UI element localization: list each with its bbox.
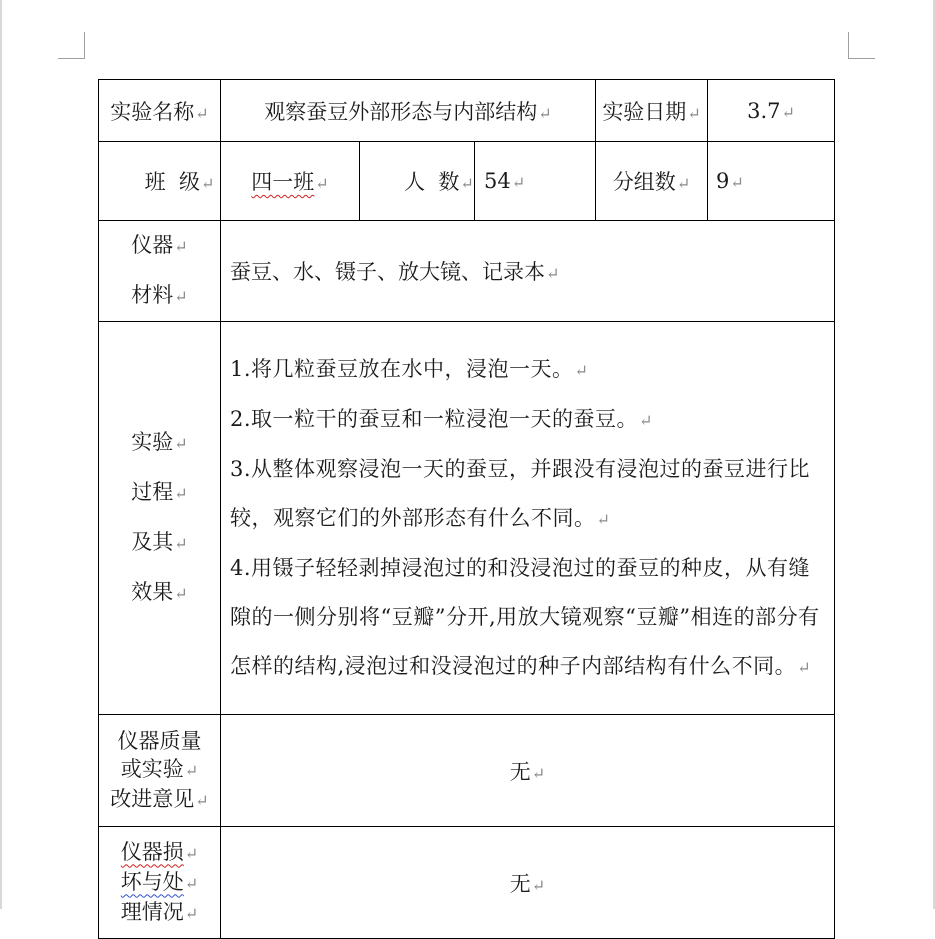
experiment-name: 观察蚕豆外部形态与内部结构	[264, 99, 538, 124]
class-label: 班 级	[144, 170, 200, 194]
paragraph-mark-icon: ↵	[184, 903, 199, 923]
process-label-line3: 及其	[131, 530, 174, 554]
paragraph-mark-icon: ↵	[174, 484, 188, 503]
materials-label-line1: 仪器	[131, 233, 174, 257]
row-class-info	[99, 142, 835, 221]
class-value: 四一班	[251, 170, 315, 194]
damage-label-line1: 仪器损	[120, 839, 184, 864]
date-label-cell	[596, 80, 708, 142]
damage-label-line2: 坏与处	[120, 869, 184, 894]
process-label-line1: 实验	[131, 430, 174, 454]
quality-label-cell	[99, 715, 221, 827]
date-label: 实验日期	[602, 99, 687, 124]
groups-label-cell	[596, 142, 708, 221]
damage-value: 无	[509, 871, 531, 896]
process-step	[230, 445, 830, 544]
process-label-line2: 过程	[131, 480, 174, 504]
process-label-cell	[99, 322, 221, 715]
class-label-cell	[99, 142, 221, 221]
paragraph-mark-icon: ↵	[531, 875, 546, 895]
process-step-text: 4.用镊子轻轻剥掉浸泡过的和没浸泡过的蚕豆的种皮，从有缝隙的一侧分别将“豆瓣”分开,用放大镜观察“豆瓣”相连的部分有怎样的结构,浸泡过和没浸泡过的种子内部结构有什么不同。	[230, 555, 820, 678]
materials-label-cell	[99, 221, 221, 322]
materials-value-cell[interactable]	[221, 221, 835, 322]
paragraph-mark-icon: ↵	[687, 103, 701, 123]
groups-value-cell[interactable]	[708, 142, 835, 221]
paragraph-mark-icon: ↵	[174, 287, 188, 306]
process-step	[230, 544, 830, 692]
paragraph-mark-icon: ↵	[639, 410, 653, 430]
paragraph-mark-icon: ↵	[315, 174, 329, 193]
experiment-record-table	[98, 79, 835, 939]
name-label: 实验名称	[110, 99, 195, 124]
paragraph-mark-icon: ↵	[511, 173, 526, 192]
process-label-line4: 效果	[131, 580, 174, 604]
paragraph-mark-icon: ↵	[201, 174, 215, 193]
materials-value: 蚕豆、水、镊子、放大镜、记录本	[230, 260, 545, 284]
row-process	[99, 322, 835, 715]
quality-label-line1: 仪器质量	[117, 728, 202, 753]
paragraph-mark-icon: ↵	[174, 237, 188, 256]
row-materials	[99, 221, 835, 322]
materials-label-line2: 材料	[131, 283, 174, 307]
paragraph-mark-icon: ↵	[574, 360, 589, 380]
paragraph-mark-icon: ↵	[460, 174, 474, 193]
process-step	[230, 395, 830, 445]
class-value-cell[interactable]	[221, 142, 360, 221]
paragraph-mark-icon: ↵	[184, 760, 199, 780]
paragraph-mark-icon: ↵	[596, 509, 611, 529]
paragraph-mark-icon: ↵	[546, 264, 560, 283]
quality-label-line3: 改进意见	[110, 786, 195, 811]
groups-value: 9	[716, 169, 730, 193]
people-value: 54	[484, 169, 511, 193]
paragraph-mark-icon: ↵	[174, 584, 188, 603]
paragraph-mark-icon: ↵	[195, 790, 209, 810]
paragraph-mark-icon: ↵	[174, 534, 188, 553]
paragraph-mark-icon: ↵	[174, 434, 188, 453]
page-edge-left	[0, 0, 2, 909]
paragraph-mark-icon: ↵	[730, 173, 744, 192]
margin-corner-mark-right	[848, 32, 875, 59]
people-value-cell[interactable]	[475, 142, 596, 221]
row-experiment-name	[99, 80, 835, 142]
process-step	[230, 345, 830, 395]
quality-value-cell[interactable]	[221, 715, 835, 827]
damage-value-cell[interactable]	[221, 827, 835, 939]
groups-label: 分组数	[612, 170, 676, 194]
paragraph-mark-icon: ↵	[676, 174, 691, 193]
row-damage	[99, 827, 835, 939]
margin-corner-mark-left	[58, 32, 85, 59]
process-step-text: 1.将几粒蚕豆放在水中，浸泡一天。	[230, 356, 574, 381]
paragraph-mark-icon: ↵	[538, 103, 552, 123]
name-value-cell[interactable]	[221, 80, 596, 142]
paragraph-mark-icon: ↵	[184, 873, 199, 893]
quality-label-line2: 或实验	[120, 756, 184, 781]
paragraph-mark-icon: ↵	[797, 657, 812, 677]
name-label-cell	[99, 80, 221, 142]
process-step-text: 3.从整体观察浸泡一天的蚕豆，并跟没有浸泡过的蚕豆进行比较，观察它们的外部形态有什么不同。	[230, 456, 811, 530]
row-quality	[99, 715, 835, 827]
process-steps-cell[interactable]	[221, 322, 835, 715]
paragraph-mark-icon: ↵	[531, 763, 546, 783]
people-label: 人 数	[404, 170, 460, 194]
paragraph-mark-icon: ↵	[781, 102, 795, 122]
people-label-cell	[360, 142, 475, 221]
damage-label-line3: 理情况	[120, 899, 184, 924]
damage-label-cell	[99, 827, 221, 939]
paragraph-mark-icon: ↵	[195, 103, 209, 123]
date-value-cell[interactable]	[708, 80, 835, 142]
process-step-text: 2.取一粒干的蚕豆和一粒浸泡一天的蚕豆。	[230, 406, 639, 431]
experiment-date: 3.7	[747, 98, 781, 123]
paragraph-mark-icon: ↵	[184, 843, 199, 863]
quality-value: 无	[509, 759, 531, 784]
